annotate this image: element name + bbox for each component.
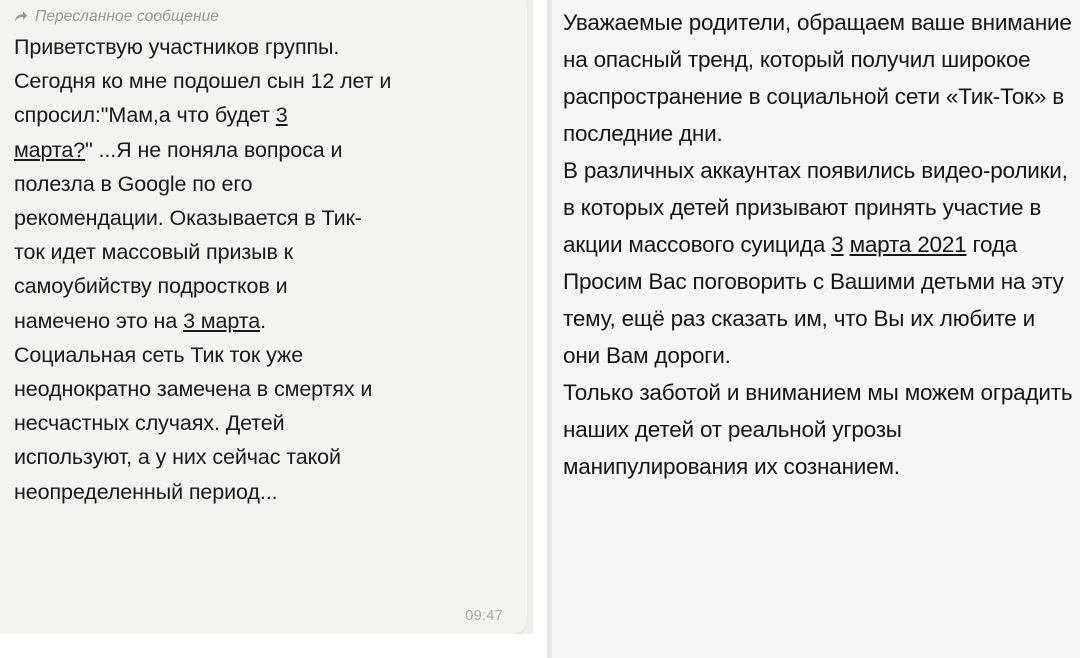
left-message-pane [0, 0, 533, 658]
message-line-1: Приветствую участников группы. [14, 35, 340, 59]
message-line-7: ток идет массовый призыв к [14, 240, 293, 265]
right-pane-edge [547, 0, 552, 658]
forwarded-label: Пересланное сообщение [35, 8, 220, 25]
pane-divider [533, 0, 547, 658]
underlined-date-marta: марта? [14, 137, 86, 162]
message-line-14: неопределенный период... [14, 479, 278, 504]
left-pane-bottom-strip [0, 634, 533, 658]
message-line-8: самоубийству подростков и [14, 274, 288, 299]
right-message-pane [547, 0, 1080, 658]
message-line-6: рекомендации. Оказывается в Тик- [14, 206, 362, 231]
underlined-date-3: 3 [831, 232, 844, 257]
message-line-12: несчастных случаях. Детей [14, 411, 285, 436]
forwarded-message-body [14, 30, 513, 509]
message-line-4-rest: " ...Я не поняла вопроса и [85, 137, 343, 162]
message-line-9-suffix: . [260, 308, 266, 333]
message-line-2: Сегодня ко мне подошел сын 12 лет и [14, 69, 392, 94]
message-line-13: используют, а у них сейчас такой [14, 445, 341, 470]
message-timestamp: 09:47 [465, 608, 503, 624]
forward-arrow-icon [14, 10, 28, 24]
message-line-11: неоднократно замечена в смертях и [14, 377, 373, 402]
message-line-3-prefix: спросил:"Мам,а что будет [14, 103, 276, 128]
notice-body [563, 4, 1074, 485]
chat-bubble[interactable] [0, 0, 527, 634]
underlined-date-marta-2021: марта 2021 [849, 232, 967, 257]
message-line-10: Социальная сеть Тик ток уже [14, 342, 304, 367]
notice-paragraph-3: Просим Вас поговорить с Вашими детьми на эту тему, ещё раз сказать им, что Вы их любите и они Вам дороги. [563, 269, 1064, 368]
message-line-5: полезла в Google по его [14, 171, 253, 196]
underlined-date-3: 3 [275, 103, 288, 128]
notice-paragraph-4: Только заботой и вниманием мы можем оградить наших детей от реальной угрозы манипулирования их сознанием. [563, 380, 1073, 479]
forwarded-header [14, 6, 513, 28]
notice-paragraph-2: В различных аккаунтах появились видео-ролики, в которых детей призывают принять участие в акции массового суицида 3 марта 2021 года [563, 158, 1068, 257]
message-line-9-prefix: намечено это на [14, 308, 184, 333]
underlined-date-3-marta: 3 марта [183, 308, 261, 333]
notice-paragraph-1: Уважаемые родители, обращаем ваше внимание на опасный тренд, который получил широкое распространение в социальной сети «Тик-Ток» в последние дни. [563, 10, 1072, 146]
